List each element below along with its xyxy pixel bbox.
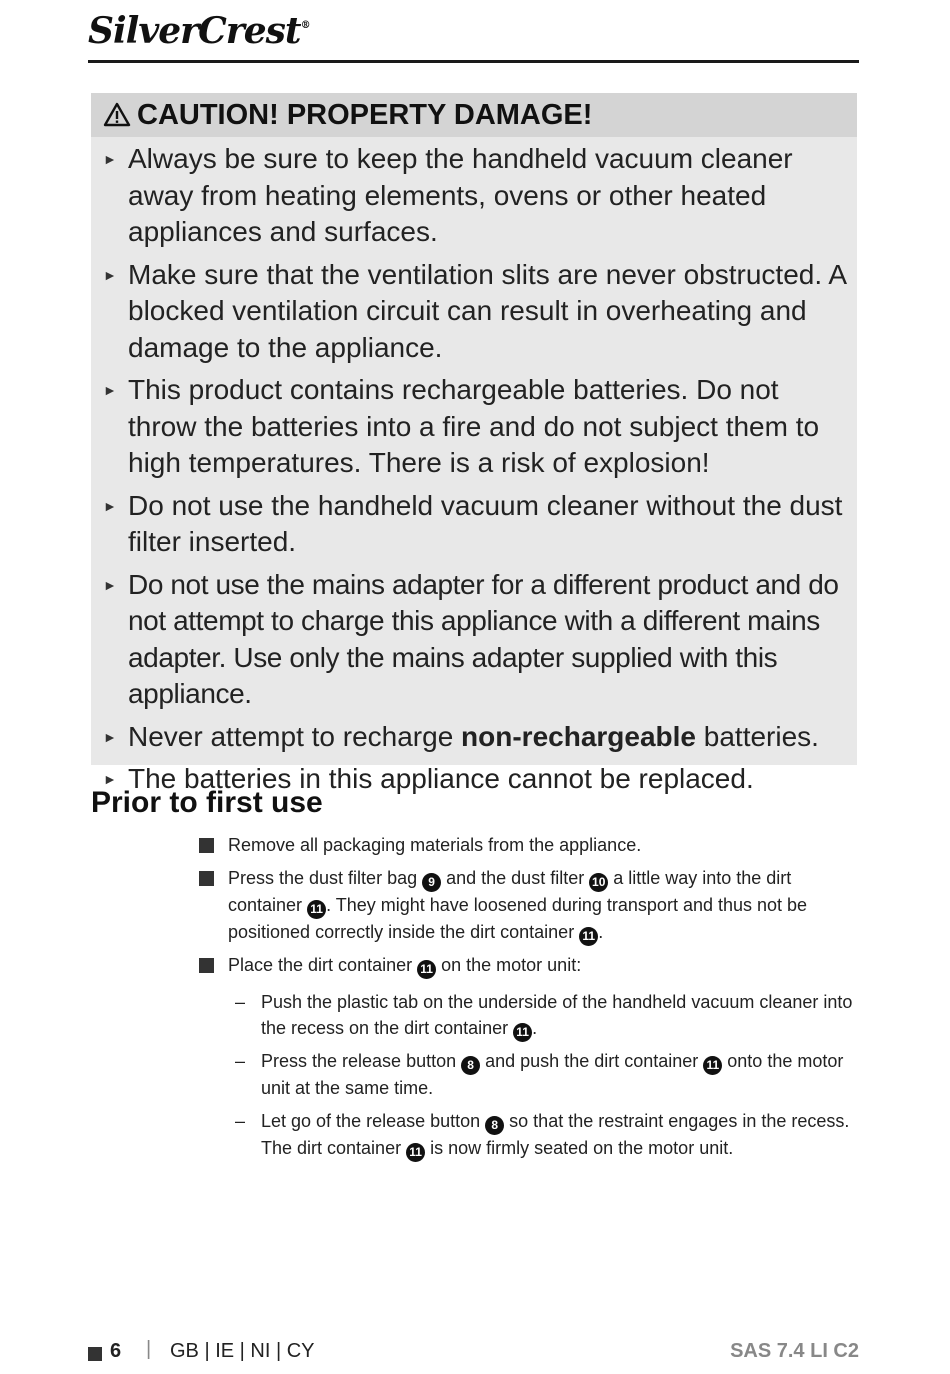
ref-number-badge: 11 — [406, 1143, 425, 1162]
caution-item: ► Do not use the handheld vacuum cleaner without the dust filter inserted. — [103, 489, 843, 557]
step-item: Press the dust filter bag 9 and the dust filter 10 a little way into the dirt container 11 . They might have loosened during transport and thus not be positioned correctly inside the dirt container 11 . — [199, 865, 864, 946]
page-footer — [88, 1340, 859, 1370]
logo-registered-mark: ® — [300, 20, 310, 31]
page-number: 6 — [110, 1340, 122, 1362]
sub-step-item: – Let go of the release button 8 so that the restraint engages in the recess. The dirt container 11 is now firmly seated on the motor unit. — [199, 1108, 864, 1162]
page-header — [88, 6, 859, 63]
ref-number-badge: 11 — [513, 1023, 532, 1042]
step-item: Remove all packaging materials from the appliance. — [199, 832, 864, 859]
silvercrest-logo — [88, 10, 310, 52]
caution-item: ► Never attempt to recharge non-rechargeable batteries. — [91, 719, 857, 756]
ref-number-badge: 9 — [422, 873, 441, 892]
arrow-bullet-icon: ► — [103, 728, 117, 745]
dash-bullet: – — [235, 991, 246, 1012]
caution-item: ► This product contains rechargeable batteries. Do not throw the batteries into a fire and do not subject them to high temperatures. There is a risk of explosion! — [103, 374, 820, 478]
arrow-bullet-icon: ► — [103, 497, 117, 514]
ref-number-badge: 11 — [579, 927, 598, 946]
ref-number-badge: 11 — [307, 900, 326, 919]
arrow-bullet-icon: ► — [103, 771, 117, 787]
model-number: SAS 7.4 LI C2 — [730, 1340, 859, 1362]
caution-item: ► The batteries in this appliance cannot be replaced. — [91, 761, 857, 798]
caution-header — [91, 93, 857, 137]
ref-number-badge: 8 — [485, 1116, 504, 1135]
language-codes: GB | IE | NI | CY — [170, 1340, 315, 1362]
arrow-bullet-icon: ► — [103, 576, 117, 593]
caution-title: CAUTION! PROPERTY DAMAGE! — [137, 98, 593, 131]
warning-triangle-icon — [103, 101, 131, 129]
dash-bullet: – — [235, 1051, 246, 1071]
arrow-bullet-icon: ► — [103, 266, 117, 283]
ref-number-badge: 8 — [461, 1056, 480, 1075]
caution-box — [91, 93, 857, 794]
footer-separator: | — [146, 1338, 152, 1360]
sub-step-item: – Press the release button 8 and push the dirt container 11 onto the motor unit at the same time. — [199, 1048, 864, 1102]
sub-step-item: – Push the plastic tab on the underside of the handheld vacuum cleaner into the recess on the dirt container 11 . — [199, 989, 864, 1043]
ref-number-badge: 11 — [703, 1056, 722, 1075]
square-bullet-icon — [199, 838, 214, 853]
dash-bullet: – — [235, 1110, 246, 1131]
logo-text: SilverCrest — [88, 10, 301, 52]
caution-item: ► Make sure that the ventilation slits are never obstructed. A blocked ventilation circuit can result in overheating and damage to the appliance. — [103, 258, 846, 363]
caution-item: ► Do not use the mains adapter for a different product and do not attempt to charge this appliance with a different mains adapter. Use only the mains adapter supplied with this appliance. — [103, 568, 839, 709]
section-title: Prior to first use — [91, 786, 323, 819]
first-use-steps — [199, 832, 864, 1168]
ref-number-badge: 11 — [417, 960, 436, 979]
caution-list — [91, 141, 857, 798]
square-bullet-icon — [199, 871, 214, 886]
square-bullet-icon — [199, 958, 214, 973]
square-marker-icon — [88, 1347, 102, 1361]
caution-item: ► Always be sure to keep the handheld vacuum cleaner away from heating elements, ovens or other heated appliances and surfaces. — [103, 143, 793, 247]
ref-number-badge: 10 — [589, 873, 608, 892]
step-item: Place the dirt container 11 on the motor unit: — [199, 952, 864, 979]
arrow-bullet-icon: ► — [103, 382, 117, 398]
arrow-bullet-icon: ► — [103, 151, 117, 167]
